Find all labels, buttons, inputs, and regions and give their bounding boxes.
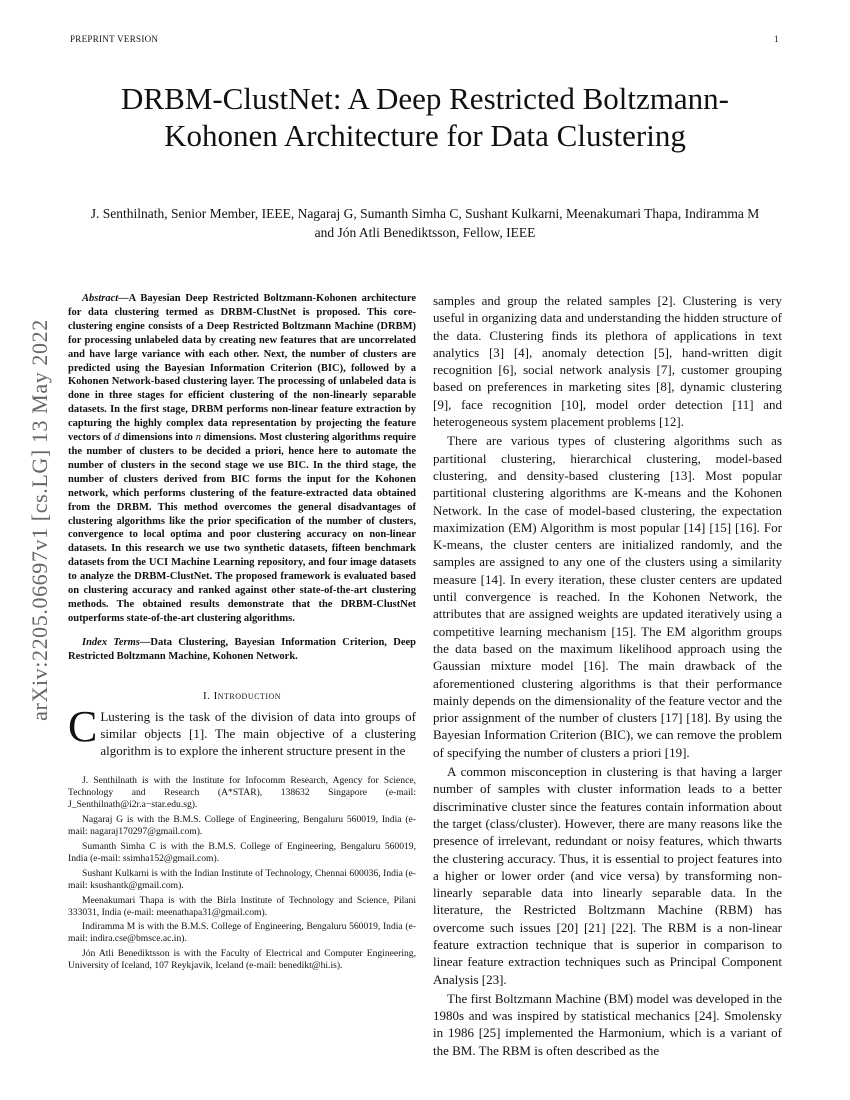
intro-paragraph-4: The first Boltzmann Machine (BM) model was developed in the 1980s and was inspired by statistical mechanics [24]. Smolensky in 1986 [25] implemented the Harmonium, which is a variant of the BM. The RBM is often described as the: [433, 990, 782, 1058]
arxiv-stamp-text: arXiv:2205.06697v1 [cs.LG] 13 May 2022: [27, 319, 53, 721]
intro-paragraph-3: A common misconception in clustering is that having a larger number of samples with cluster information leads to a better discriminative cluster since the features contain information about the target (class/cluster). However, there are many reasons like the presence of irrelevant, redundant or noisy features, which thwarts the clustering accuracy. Thus, it is essential to project features into a higher or lower order (and vice versa) by transforming non-linearly separable data into linearly separable data. In the literature, the Restricted Boltzmann Machine (RBM) has overcome such issues [20] [21] [22]. The RBM is a non-linear feature extraction technique that is superior in comparison to linear feature extraction techniques such as Principal Component Analysis [23].: [433, 764, 782, 987]
arxiv-stamp: [20, 290, 60, 750]
abstract: [68, 292, 416, 626]
paper-title: DRBM-ClustNet: A Deep Restricted Boltzmann-Kohonen Architecture for Data Clustering: [121, 81, 729, 153]
abstract-math-n: n: [195, 432, 201, 444]
footnotes: [68, 775, 416, 972]
intro-paragraph-2: There are various types of clustering algorithms such as partitional clustering, hierarchical clustering, model-based clustering, and density-based clustering [13]. Most popular partitional clustering algorithms are K-means and the Kohonen Network. In the case of model-based clustering, the expectation maximization (EM) Algorithm is most popular [14] [15] [16]. For K-means, the cluster centers are initialized randomly, and the samples are assigned to any one of the clusters using a similarity measure [14]. In every iteration, these cluster centers are updated until convergence is reached. In the Kohonen Network, the attributes that are assigned weights are updated iteratively using a competitive learning mechanism [15]. The EM algorithm groups the data based on the maximum likelihood approach using the Gaussian mixture model [16]. The main drawback of the aforementioned clustering algorithms is that their performance mainly depends on the dimensionality of the feature vector and the prior assignment of the number of clusters [17] [18]. By using the Bayesian Information Criterion (BIC), we can remove the problem of specifying the number of clusters a priori [19].: [433, 433, 782, 760]
footnote-author-2: Nagaraj G is with the B.M.S. College of Engineering, Bengaluru 560019, India (e-mail: nagaraj170297@gmail.com).: [68, 814, 416, 838]
index-terms-text: —Data Clustering, Bayesian Information Criterion, Deep Restricted Boltzmann Machine, Kohonen Network.: [68, 636, 416, 662]
footnote-author-3: Sumanth Simha C is with the B.M.S. College of Engineering, Bengaluru 560019, India (e-mail: ssimha152@gmail.com).: [68, 840, 416, 864]
index-terms: [68, 636, 416, 664]
abstract-text-1: —A Bayesian Deep Restricted Boltzmann-Kohonen architecture for data clustering termed as DRBM-ClustNet is proposed. This core-clustering engine consists of a Deep Restricted Boltzmann Machine (DRBM) for processing unlabeled data by creating new features that are uncorrelated and have large variance with each other. Next, the number of clusters are predicted using the Bayesian Information Criterion (BIC), followed by a Kohonen Network-based clustering layer. The processing of unlabeled data is done in three stages for efficient clustering of the non-linearly separable datasets. In the first stage, DRBM performs non-linear feature extraction by capturing the highly complex data representation by projecting the feature vectors of: [68, 293, 416, 444]
footnote-author-5: Meenakumari Thapa is with the Birla Institute of Technology and Science, Pilani 333031, India (e-mail: meenathapa31@gmail.com).: [68, 894, 416, 918]
footnote-author-7: Jón Atli Benediktsson is with the Faculty of Electrical and Computer Engineering, University of Iceland, 107 Reykjavik, Iceland (e-mail: benedikt@hi.is).: [68, 948, 416, 972]
author-list: J. Senthilnath, Senior Member, IEEE, Nagaraj G, Sumanth Simha C, Sushant Kulkarni, Meenakumari Thapa, Indiramma M and Jón Atli Benediktsson, Fellow, IEEE: [90, 206, 760, 240]
footnote-author-4: Sushant Kulkarni is with the Indian Institute of Technology, Chennai 600036, India (e-mail: ksushantk@gmail.com).: [68, 867, 416, 891]
intro-paragraph-1: [68, 701, 416, 760]
dropcap-letter: C: [68, 701, 98, 751]
left-column: [68, 292, 416, 975]
index-terms-label: Index Terms: [82, 636, 140, 648]
intro-paragraph-1-text: Lustering is the task of the division of data into groups of similar objects [1]. The main objective of a clustering algorithm is to explore the inherent structure present in the: [100, 708, 416, 759]
intro-paragraph-1-continued: samples and group the related samples [2]. Clustering is very useful in organizing data and understanding the hidden structure of the data. Clustering finds its plethora of applications in text analytics [3] [4], anomaly detection [5], hand-written digit recognition [6], social network analysis [7], customer grouping based on preferences in marketing sites [8], dynamic clustering [9], face recognition [10], model order detection [11] and heterogeneous system placement problems [12].: [433, 293, 782, 430]
abstract-text-2: dimensions into: [119, 432, 196, 444]
abstract-math-d: d: [114, 432, 120, 444]
section-heading-introduction: I. Introduction: [202, 689, 282, 702]
right-column: [433, 292, 782, 1059]
footnote-author-1: J. Senthilnath is with the Institute for Infocomm Research, Agency for Science, Technology and Research (A*STAR), 138632 Singapore (e-mail: J_Senthilnath@i2r.a−star.edu.sg).: [68, 775, 416, 811]
running-head: PREPRINT VERSION: [70, 34, 159, 44]
abstract-text-3: dimensions. Most clustering algorithms require the number of clusters to be decided a priori, hence here to automate the number of clusters in the second stage we use BIC. In the third stage, the number of clusters derived from BIC forms the input for the Kohonen network, which performs clustering of the feature-extracted data obtained from the DRBM. This method overcomes the general disadvantages of clustering algorithms like the prior specification of the number of clusters, convergence to local optima and poor clustering accuracy on non-linear datasets. In this research we use two synthetic datasets, fifteen benchmark datasets from the UCI Machine Learning repository, and four image datasets to analyze the DRBM-ClustNet. The proposed framework is evaluated based on clustering accuracy and ranked against other state-of-the-art clustering methods. The obtained results demonstrate that the DRBM-ClustNet outperforms state-of-the-art clustering algorithms.: [68, 432, 417, 624]
page-number: 1: [774, 34, 779, 44]
abstract-label: Abstract: [82, 293, 119, 304]
footnote-author-6: Indiramma M is with the B.M.S. College of Engineering, Bengaluru 560019, India (e-mail: indira.cse@bmsce.ac.in).: [68, 921, 416, 945]
